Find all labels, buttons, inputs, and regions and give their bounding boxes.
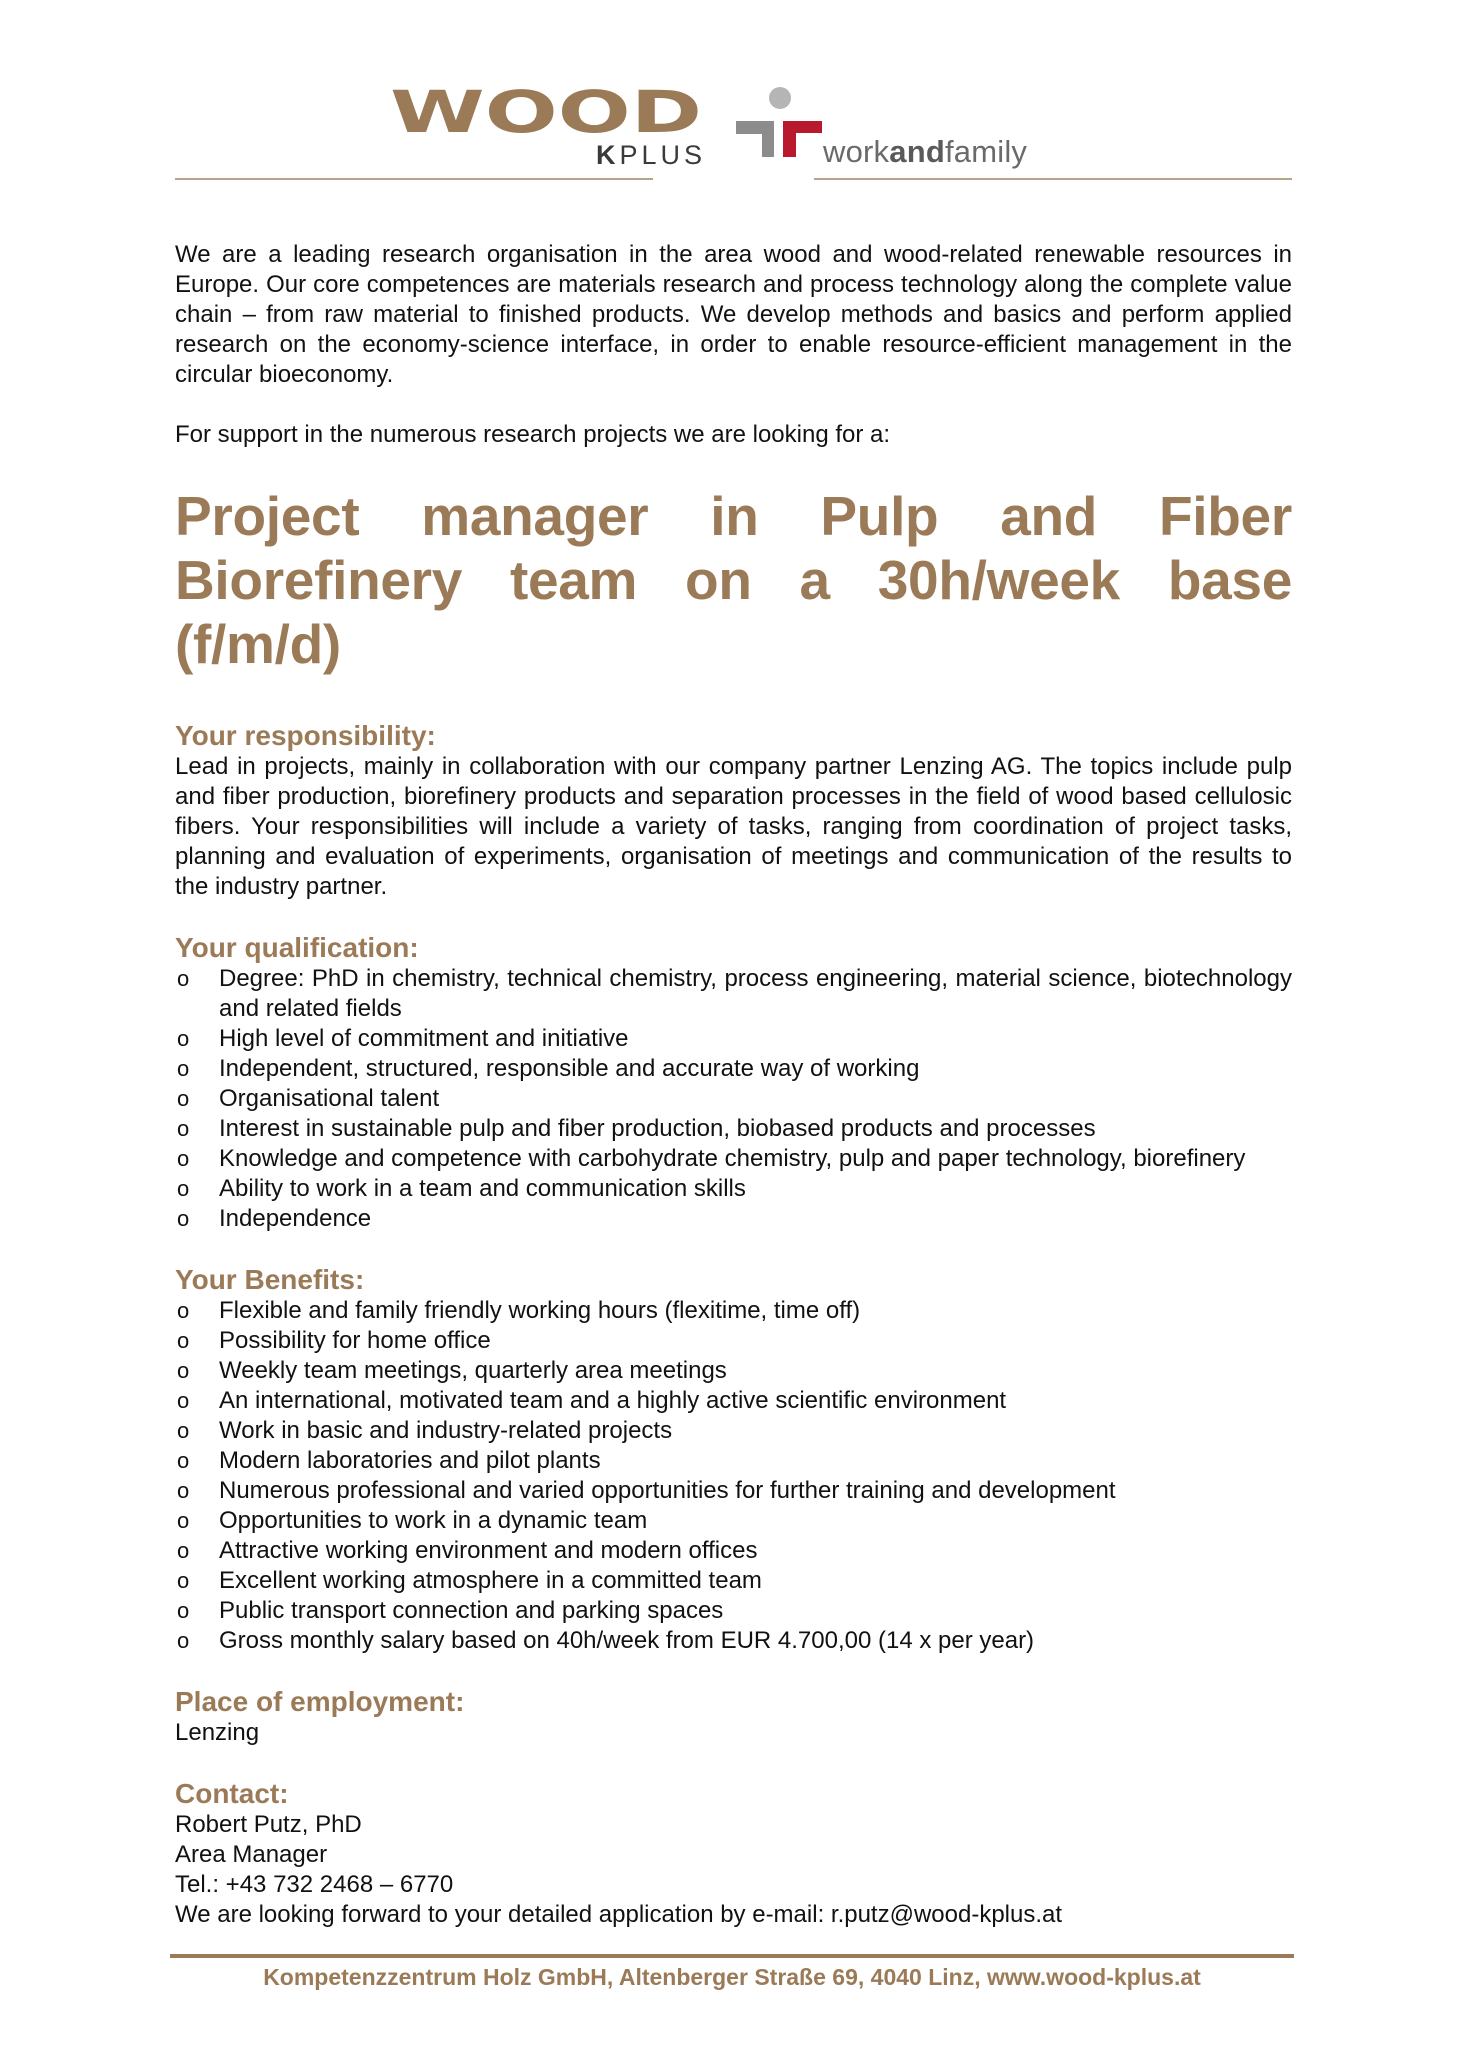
footer-address[interactable]: Kompetenzzentrum Holz GmbH, Altenberger Straße 69, 4040 Linz, www.wood-kplus.at bbox=[263, 1964, 1201, 1990]
contact-phone: Tel.: +43 732 2468 – 6770 bbox=[175, 1871, 454, 1898]
list-item: o Modern laboratories and pilot plants bbox=[175, 1446, 1292, 1476]
kplus-logo-text: KPLUS bbox=[596, 140, 707, 170]
responsibility-section bbox=[175, 720, 1292, 902]
contact-section bbox=[175, 1778, 1292, 1930]
looking-for-text: For support in the numerous research projects we are looking for a: bbox=[175, 421, 891, 448]
workandfamily-logo-text: workandfamily bbox=[823, 134, 1028, 169]
job-title-line-2: Biorefinery team on a 30h/week base (f/m/d) bbox=[175, 549, 1292, 675]
list-item: o Possibility for home office bbox=[175, 1326, 1292, 1356]
contact-role: Area Manager bbox=[175, 1841, 328, 1868]
qualification-list bbox=[175, 964, 1292, 1234]
section-heading: Contact: bbox=[175, 1778, 289, 1809]
list-item: o Public transport connection and parking spaces bbox=[175, 1596, 1292, 1626]
list-item: o Degree: PhD in chemistry, technical chemistry, process engineering, material science, biotechnology and related fields bbox=[175, 964, 1292, 1024]
intro-paragraph: We are a leading research organisation in the area wood and wood-related renewable resources in Europe. Our core competences are materials research and process technology along the complete value chain – from raw material to finished products. We develop methods and basics and perform applied research on the economy-science interface, in order to enable resource-efficient management in the circular bioeconomy. bbox=[175, 241, 1292, 388]
list-item: o High level of commitment and initiative bbox=[175, 1024, 1292, 1054]
list-item: o Numerous professional and varied opportunities for further training and development bbox=[175, 1476, 1292, 1506]
job-posting-body bbox=[175, 240, 1292, 1960]
wood-wordmark bbox=[390, 82, 702, 142]
list-item: o Independence bbox=[175, 1204, 1292, 1234]
header-rule-right bbox=[814, 178, 1292, 180]
job-title-line-1: Project manager in Pulp and Fiber bbox=[175, 485, 1292, 547]
list-item: o Excellent working atmosphere in a committed team bbox=[175, 1566, 1292, 1596]
list-item: o An international, motivated team and a highly active scientific environment bbox=[175, 1386, 1292, 1416]
section-heading: Your Benefits: bbox=[175, 1264, 365, 1295]
list-item: o Independent, structured, responsible and accurate way of working bbox=[175, 1054, 1292, 1084]
place-value: Lenzing bbox=[175, 1719, 260, 1746]
wood-logo-text: WOOD bbox=[390, 82, 702, 142]
footer-rule bbox=[170, 1954, 1294, 1958]
list-item: o Flexible and family friendly working hours (flexitime, time off) bbox=[175, 1296, 1292, 1326]
benefits-list bbox=[175, 1296, 1292, 1656]
list-item: o Knowledge and competence with carbohydrate chemistry, pulp and paper technology, biorefinery bbox=[175, 1144, 1292, 1174]
list-item: o Organisational talent bbox=[175, 1084, 1292, 1114]
job-title bbox=[175, 484, 1292, 676]
list-item: o Work in basic and industry-related projects bbox=[175, 1416, 1292, 1446]
section-heading: Your qualification: bbox=[175, 932, 419, 963]
list-item: o Opportunities to work in a dynamic team bbox=[175, 1506, 1292, 1536]
responsibility-text: Lead in projects, mainly in collaboration with our company partner Lenzing AG. The topics include pulp and fiber production, biorefinery products and separation processes in the field of wood based cellulosic fibers. Your responsibilities will include a variety of tasks, ranging from coordination of project tasks, planning and evaluation of experiments, organisation of meetings and communication of the results to the industry partner. bbox=[175, 753, 1292, 900]
list-item: o Gross monthly salary based on 40h/week from EUR 4.700,00 (14 x per year) bbox=[175, 1626, 1292, 1656]
header-rule-left bbox=[175, 178, 653, 180]
benefits-section bbox=[175, 1264, 1292, 1656]
workandfamily-mark-icon bbox=[732, 86, 832, 172]
list-item: o Attractive working environment and modern offices bbox=[175, 1536, 1292, 1566]
qualification-section bbox=[175, 932, 1292, 1234]
list-item: o Ability to work in a team and communication skills bbox=[175, 1174, 1292, 1204]
section-heading: Place of employment: bbox=[175, 1686, 465, 1717]
section-heading: Your responsibility: bbox=[175, 720, 436, 751]
contact-name: Robert Putz, PhD bbox=[175, 1811, 362, 1838]
place-section bbox=[175, 1686, 1292, 1748]
contact-email-line[interactable]: We are looking forward to your detailed application by e-mail: r.putz@wood-kplus.at bbox=[175, 1901, 1063, 1928]
list-item: o Interest in sustainable pulp and fiber production, biobased products and processes bbox=[175, 1114, 1292, 1144]
list-item: o Weekly team meetings, quarterly area meetings bbox=[175, 1356, 1292, 1386]
